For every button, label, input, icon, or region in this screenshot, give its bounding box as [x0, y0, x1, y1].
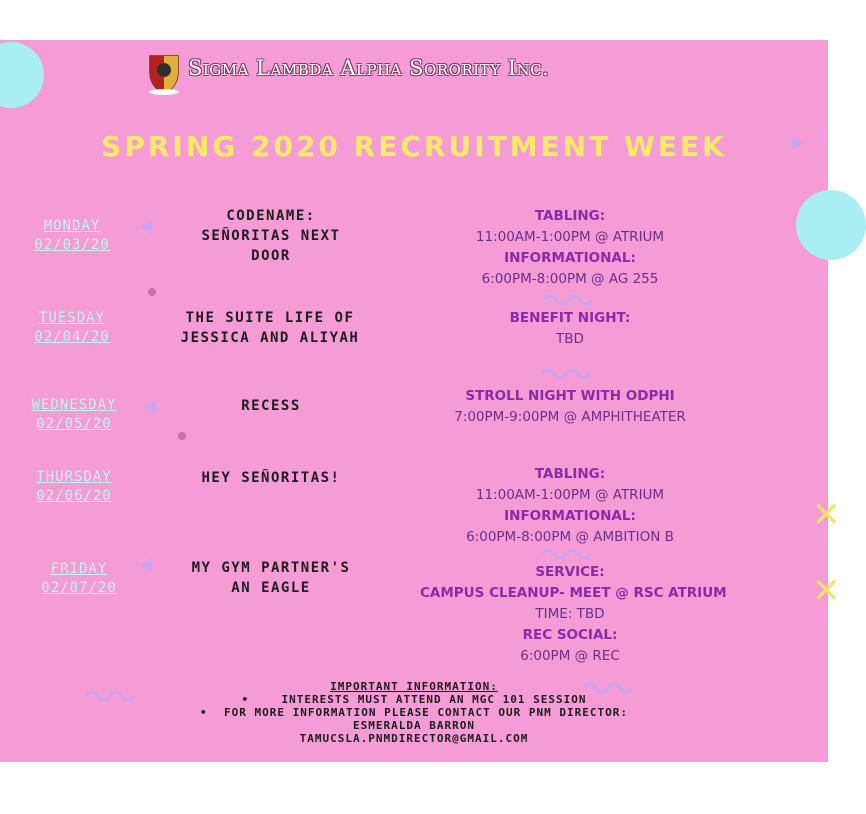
event-title-line: AN EAGLE [231, 580, 311, 596]
detail-heading: BENEFIT NIGHT: [509, 310, 631, 326]
detail-text: 11:00AM-1:00PM @ ATRIUM [475, 229, 665, 245]
decor-triangle-icon [140, 558, 152, 572]
day-label [12, 217, 132, 255]
event-details [420, 562, 727, 667]
detail-text: TIME: TBD [535, 606, 605, 622]
page-title: SPRING 2020 RECRUITMENT WEEK [101, 130, 727, 163]
decor-dot [178, 432, 186, 440]
decor-dot [148, 288, 156, 296]
info-bullet-line [0, 693, 828, 706]
detail-heading: TABLING: [534, 466, 606, 482]
important-information-title: IMPORTANT INFORMATION: [330, 680, 498, 693]
detail-text: 6:00PM-8:00PM @ AMBITION B [466, 529, 674, 545]
event-title-line: THE SUITE LIFE OF [185, 310, 355, 326]
day-date: 02/03/20 [34, 237, 110, 253]
decor-circle [796, 190, 866, 260]
event-title [176, 206, 366, 266]
day-name: MONDAY [43, 218, 101, 234]
decor-x-icon: ✕ [812, 495, 841, 535]
detail-text: TBD [556, 331, 584, 347]
event-details [420, 464, 720, 548]
event-title-line: HEY SEÑORITAS! [201, 470, 341, 486]
day-date: 02/05/20 [36, 416, 112, 432]
event-title-line: SEÑORITAS NEXT [201, 228, 341, 244]
info-bullet-line [0, 706, 828, 719]
detail-text: 6:00PM-8:00PM @ AG 255 [481, 271, 659, 287]
event-title-line: JESSICA AND ALIYAH [180, 330, 360, 346]
day-name: WEDNESDAY [31, 397, 117, 413]
day-date: 02/07/20 [41, 580, 117, 596]
detail-text: 7:00PM-9:00PM @ AMPHITHEATER [454, 409, 686, 425]
detail-heading: SERVICE: [535, 564, 605, 580]
decor-triangle-icon [140, 220, 152, 234]
decor-squiggle-icon [542, 292, 594, 304]
event-title-line: CODENAME: [226, 208, 316, 224]
decor-circle [0, 42, 44, 108]
decor-x-icon: ✕ [812, 571, 841, 611]
event-title-line: DOOR [251, 248, 291, 264]
event-title [160, 308, 380, 348]
organization-name: Sigma Lambda Alpha Sorority Inc. [188, 56, 550, 80]
detail-text: 11:00AM-1:00PM @ ATRIUM [475, 487, 665, 503]
event-title-line: RECESS [241, 398, 301, 414]
event-details [420, 206, 720, 290]
info-text: INTERESTS MUST ATTEND AN MGC 101 SESSION [281, 693, 587, 706]
day-date: 02/06/20 [36, 488, 112, 504]
detail-heading: CAMPUS CLEANUP- MEET @ RSC ATRIUM [420, 585, 727, 601]
day-name: FRIDAY [50, 561, 108, 577]
event-title [166, 558, 376, 598]
bullet-icon: • [200, 706, 208, 719]
detail-text: 6:00PM @ REC [520, 648, 620, 664]
detail-heading: INFORMATIONAL: [504, 250, 636, 266]
event-details [420, 308, 720, 350]
detail-heading: STROLL NIGHT WITH ODPHI [465, 388, 675, 404]
detail-heading: INFORMATIONAL: [504, 508, 636, 524]
day-date: 02/04/20 [34, 329, 110, 345]
contact-name: ESMERALDA BARRON [353, 719, 475, 732]
detail-heading: TABLING: [534, 208, 606, 224]
recruitment-poster [0, 40, 841, 762]
detail-heading: REC SOCIAL: [522, 627, 618, 643]
important-information [0, 680, 828, 745]
day-name: TUESDAY [38, 310, 105, 326]
day-label [24, 560, 134, 598]
day-label [12, 468, 136, 506]
day-label [6, 396, 142, 434]
decor-squiggle-icon [540, 366, 592, 378]
info-text: FOR MORE INFORMATION PLEASE CONTACT OUR PNM DIRECTOR: [224, 706, 628, 719]
sorority-crest-icon [146, 52, 182, 96]
event-details [420, 386, 720, 428]
day-label [12, 309, 132, 347]
bullet-icon: • [241, 693, 250, 706]
decor-triangle-icon [144, 400, 156, 414]
contact-email: TAMUCSLA.PNMDIRECTOR@GMAIL.COM [299, 732, 529, 745]
event-title-line: MY GYM PARTNER'S [191, 560, 351, 576]
event-title [176, 396, 366, 416]
day-name: THURSDAY [36, 469, 112, 485]
event-title [176, 468, 366, 488]
